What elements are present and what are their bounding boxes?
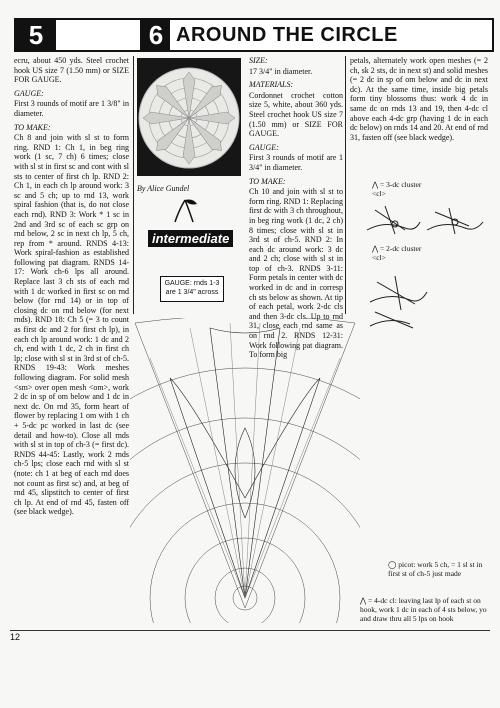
picot-symbol-icon: ◯ [388,560,399,569]
crochet-chart-diagram [130,318,360,623]
4dc-cluster-symbol-icon: ⋀ [360,596,369,605]
2dc-cluster-symbol-icon: ⋀ [372,244,379,253]
gauge-heading: GAUGE: [249,142,279,152]
picot-legend [388,560,488,578]
left-gauge-text: First 3 rounds of motif are 1 3/8" in diameter. [14,99,129,118]
right-column [350,56,488,146]
materials-heading: MATERIALS: [249,80,294,90]
page-header [14,18,494,52]
column-rule-left [133,56,134,314]
pattern-number-5: 5 [16,20,56,50]
2dc-howto-illustration [365,262,435,332]
byline: By Alice Gundel [137,184,190,193]
left-column [14,56,129,521]
left-tomake-heading: TO MAKE: [14,122,51,132]
gauge-box: GAUGE: rnds 1-3 are 1 3/4" across [160,276,224,302]
3dc-cluster-symbol-icon: ⋀ [372,180,379,189]
legend-2dc [372,244,432,262]
doily-photo [137,58,241,176]
gauge-text: First 3 rounds of motif are 1 3/4" in diameter. [249,153,343,172]
materials-text: Cordonnet crochet cotton size 5, white, about 360 yds. Steel crochet hook US size 7 (1.50 mm) or SIZE FOR GAUGE. [249,90,343,139]
left-gauge-heading: GAUGE: [14,88,44,98]
left-para-0: ecru, about 450 yds. Steel crochet hook US size 7 (1.50 mm) or SIZE FOR GAUGE. [14,56,129,85]
picot-legend-text: picot: work 5 ch, = 1 sl st in first st of ch-5 just made [388,560,483,578]
legend-3dc [372,180,432,198]
pattern-number-6: 6 [142,20,170,50]
page-title: AROUND THE CIRCLE [176,24,398,46]
skill-level-badge: intermediate [148,230,233,247]
doily-image [137,58,241,176]
column-rule-right [345,56,346,314]
cluster4-legend [360,596,488,623]
page-number: 12 [10,632,21,642]
tomake-heading: TO MAKE: [249,176,286,186]
middle-instructions: Ch 10 and join with sl st to form ring. RND 1: Replacing first dc with 3 ch throughout, in beg ring work (1 dc, 2 ch) 8 times; close with sl st in 3rd st of ch-5. RND 2: In each dc around work: 3 dc and 2 ch; close with sl st in top of ch-3. RNDS 3-11: Form petals in center with dc worked in dc and in corresp ch sts below as shown. At tip of each petal, work 2-dc cls and then 3-dc cls. Up to rnd 31, close each rnd same as on rnd 2. RNDS 12-31: Work following pat diagram. To form big [249,187,343,360]
bottom-rule [10,630,490,631]
legend-3dc-text: = 3-dc cluster <cl> [372,180,422,198]
size-heading: SIZE: [249,56,268,65]
legend-2dc-text: = 2-dc cluster <cl> [372,244,422,262]
cherry-icon [165,198,205,228]
3dc-howto-illustration [365,200,485,240]
left-instructions: Ch 8 and join with sl st to form ring. RND 1: Ch 1, in beg ring work (1 sc, 7 ch) 6 times; close with sl st in first sc and cont with sl sts to center of first ch lp. RND 2: Ch 1, in each ch lp around work: 3 sc and 5 ch; up to rnd 13, work spiral fashion (that is, do not close each rnd). RND 3: Work * 1 sc in 2nd and 3rd sc of each sc grp on rnd below, 2 sc in next ch lp, 5 ch, rep from * around. RNDS 4-13: Work spiral-fashion as established following pat diagram. RNDS 14-17: Work ch-6 lps all around. Replace last 3 ch sts of each rnd with 1 dc worked in first sc on rnd below (for rnd 14) or in top of closing dc on rnd below (for next rnds). RND 18: Ch 5 (= 3 to count as first dc and 2 for first ch lp), in each ch lp around work: 1 dc and 2 ch, end with 1 dc, 2 ch in first ch lp; close with sl st in 3rd st of ch-5. RNDS 19-43: Work meshes following diagram. For solid mesh <sm> over open mesh <om>, work 2 dc in sp of om below and 1 dc in next dc. On rnd 35, form heart of flower by replacing 1 om with 1 ch + 5-dc pc worked in last dc (see detail and how-to). Close all rnds with sl st in top of ch-3 (= first dc). RNDS 44-45: Lastly, work 2 rnds ch-5 lps; close each rnd with sl st (note: ch 1 at beg of each rnd does not count as first sc) and, at beg of rnd 45, slipstitch to center of first ch lp. At end of rnd 45, fasten off (see black wedge). [14,133,129,517]
right-instructions: petals, alternately work open meshes (= 2 ch, sk 2 sts, dc in next st) and solid meshes (= 2 dc in sp of om below and dc in next dc). At the same time, inside big petals form tiny blossoms thus: work 4 dc in same dc on rnds 13 and 19, then 4-dc cl above each 4-dc grp (having 1 dc in each dc below) on rnds 14 and 20. At end of rnd 31, fasten off (see black wedge). [350,56,488,142]
cluster4-legend-text: = 4-dc cl: leaving last lp of each st on hook, work 1 dc in each of 4 sts below, yo and draw thru all 5 lps on hook [360,596,487,623]
size-text: 17 3/4" in diameter. [249,66,313,76]
